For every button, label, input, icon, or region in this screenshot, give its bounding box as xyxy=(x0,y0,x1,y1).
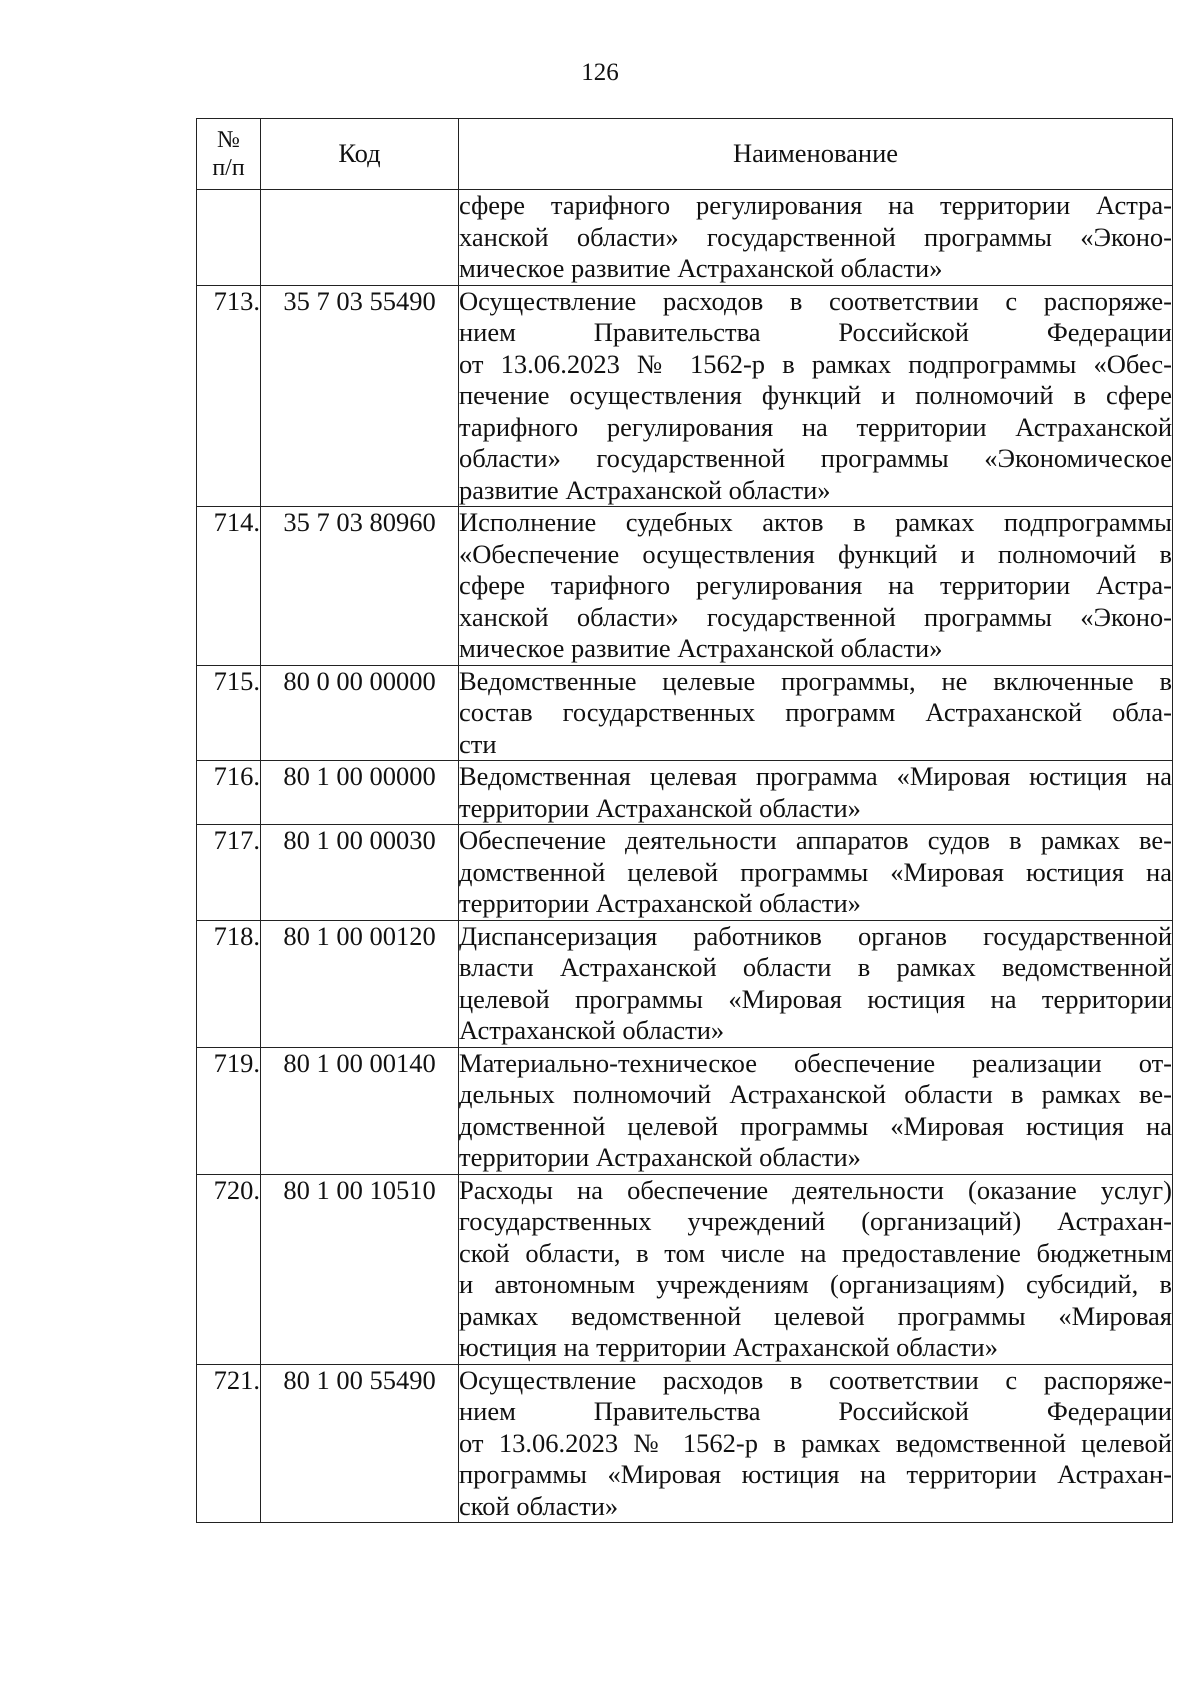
header-name-label: Наименование xyxy=(732,138,899,169)
row-name xyxy=(459,190,1173,286)
row-name-line: Расходы на обеспечение деятельности (оказание услуг) xyxy=(459,1174,1172,1205)
header-name xyxy=(459,119,1173,190)
row-name-line: тарифного регулирования на территории Астраханской xyxy=(459,411,1172,442)
row-name-line: Материально-техническое обеспечение реализации от- xyxy=(459,1047,1172,1078)
table-row xyxy=(197,1047,1173,1174)
row-name xyxy=(459,1364,1173,1523)
table-row xyxy=(197,1174,1173,1364)
row-code: 80 1 00 00030 xyxy=(261,825,459,921)
row-name-line: ханской области» государственной программы «Эконо- xyxy=(459,221,1172,252)
row-number: 716. xyxy=(197,761,261,825)
header-code-label: Код xyxy=(338,138,381,169)
row-name-line: Диспансеризация работников органов государственной xyxy=(459,920,1172,951)
row-name xyxy=(459,507,1173,666)
row-name-line: Обеспечение деятельности аппаратов судов в рамках ве- xyxy=(459,825,1172,855)
row-name-line: ханской области» государственной программы «Эконо- xyxy=(459,601,1172,632)
row-name xyxy=(459,665,1173,761)
row-number: 720. xyxy=(197,1174,261,1364)
row-code: 80 1 00 00000 xyxy=(261,761,459,825)
row-name-line: от 13.06.2023 № 1562-р в рамках ведомственной целевой xyxy=(459,1427,1172,1458)
row-name-line: ской области, в том числе на предоставление бюджетным xyxy=(459,1237,1172,1268)
row-name-line: сфере тарифного регулирования на территории Астра- xyxy=(459,190,1172,220)
row-number: 713. xyxy=(197,285,261,507)
row-name-line: сфере тарифного регулирования на территории Астра- xyxy=(459,570,1172,600)
row-name xyxy=(459,285,1173,507)
row-code: 80 0 00 00000 xyxy=(261,665,459,761)
table-row xyxy=(197,507,1173,666)
row-name-line: состав государственных программ Астраханской обла- xyxy=(459,697,1172,727)
row-name-line: сти xyxy=(459,728,497,759)
row-name-line: домственной целевой программы «Мировая юстиция на xyxy=(459,1110,1172,1141)
row-name-line: государственных учреждений (организаций) Астрахан- xyxy=(459,1206,1172,1236)
row-number: 714. xyxy=(197,507,261,666)
row-name xyxy=(459,1047,1173,1174)
row-name-line: территории Астраханской области» xyxy=(459,1142,861,1172)
row-name xyxy=(459,920,1173,1047)
header-number xyxy=(197,119,261,190)
row-name-line: мическое развитие Астраханской области» xyxy=(459,633,943,663)
row-number: 718. xyxy=(197,920,261,1047)
table-row xyxy=(197,285,1173,507)
row-code: 80 1 00 10510 xyxy=(261,1174,459,1364)
table-row xyxy=(197,1364,1173,1523)
row-number: 721. xyxy=(197,1364,261,1523)
table-row xyxy=(197,761,1173,825)
row-name-line: ской области» xyxy=(459,1490,619,1521)
table-row xyxy=(197,190,1173,286)
header-code xyxy=(261,119,459,190)
row-code: 80 1 00 55490 xyxy=(261,1364,459,1523)
row-name-line: Осуществление расходов в соответствии с распоряже- xyxy=(459,285,1172,316)
row-code: 80 1 00 00120 xyxy=(261,920,459,1047)
row-number: 715. xyxy=(197,665,261,761)
row-name-line: печение осуществления функций и полномочий в сфере xyxy=(459,380,1172,410)
row-name xyxy=(459,825,1173,921)
table-row xyxy=(197,665,1173,761)
header-number-label: № п/п xyxy=(212,127,245,181)
row-code: 35 7 03 80960 xyxy=(261,507,459,666)
row-name xyxy=(459,761,1173,825)
row-name-line: «Обеспечение осуществления функций и полномочий в xyxy=(459,538,1172,569)
row-name-line: территории Астраханской области» xyxy=(459,792,861,823)
page-number: 126 xyxy=(581,59,619,86)
table-header-row xyxy=(197,119,1173,190)
row-name-line: и автономным учреждениям (организациям) субсидий, в xyxy=(459,1269,1172,1299)
row-number: 719. xyxy=(197,1047,261,1174)
row-code: 80 1 00 00140 xyxy=(261,1047,459,1174)
row-name-line: домственной целевой программы «Мировая юстиция на xyxy=(459,856,1172,887)
row-name-line: от 13.06.2023 № 1562-р в рамках подпрограммы «Обес- xyxy=(459,348,1172,379)
row-name-line: области» государственной программы «Экономическое xyxy=(459,443,1172,473)
row-name-line: дельных полномочий Астраханской области в рамках ве- xyxy=(459,1079,1172,1109)
row-name-line: целевой программы «Мировая юстиция на территории xyxy=(459,983,1172,1014)
row-name-line: нием Правительства Российской Федерации xyxy=(459,317,1172,347)
budget-code-table xyxy=(196,118,1173,1523)
row-name-line: Астраханской области» xyxy=(459,1015,725,1045)
row-number: 717. xyxy=(197,825,261,921)
row-name-line: юстиция на территории Астраханской области» xyxy=(459,1332,998,1362)
row-name-line: Ведомственная целевая программа «Мировая юстиция на xyxy=(459,761,1172,791)
row-name-line: нием Правительства Российской Федерации xyxy=(459,1396,1172,1426)
row-code: 35 7 03 55490 xyxy=(261,285,459,507)
row-name-line: Ведомственные целевые программы, не включенные в xyxy=(459,665,1172,696)
row-name-line: власти Астраханской области в рамках ведомственной xyxy=(459,952,1172,982)
row-name-line: Осуществление расходов в соответствии с распоряже- xyxy=(459,1364,1172,1395)
row-number xyxy=(197,190,261,286)
row-code xyxy=(261,190,459,286)
table-row xyxy=(197,825,1173,921)
table-row xyxy=(197,920,1173,1047)
row-name-line: мическое развитие Астраханской области» xyxy=(459,253,943,283)
table-body xyxy=(197,190,1173,1523)
row-name-line: рамках ведомственной целевой программы «Мировая xyxy=(459,1300,1172,1331)
row-name xyxy=(459,1174,1173,1364)
row-name-line: развитие Астраханской области» xyxy=(459,474,831,505)
row-name-line: Исполнение судебных актов в рамках подпрограммы xyxy=(459,507,1172,537)
row-name-line: программы «Мировая юстиция на территории Астрахан- xyxy=(459,1459,1172,1489)
row-name-line: территории Астраханской области» xyxy=(459,888,861,918)
